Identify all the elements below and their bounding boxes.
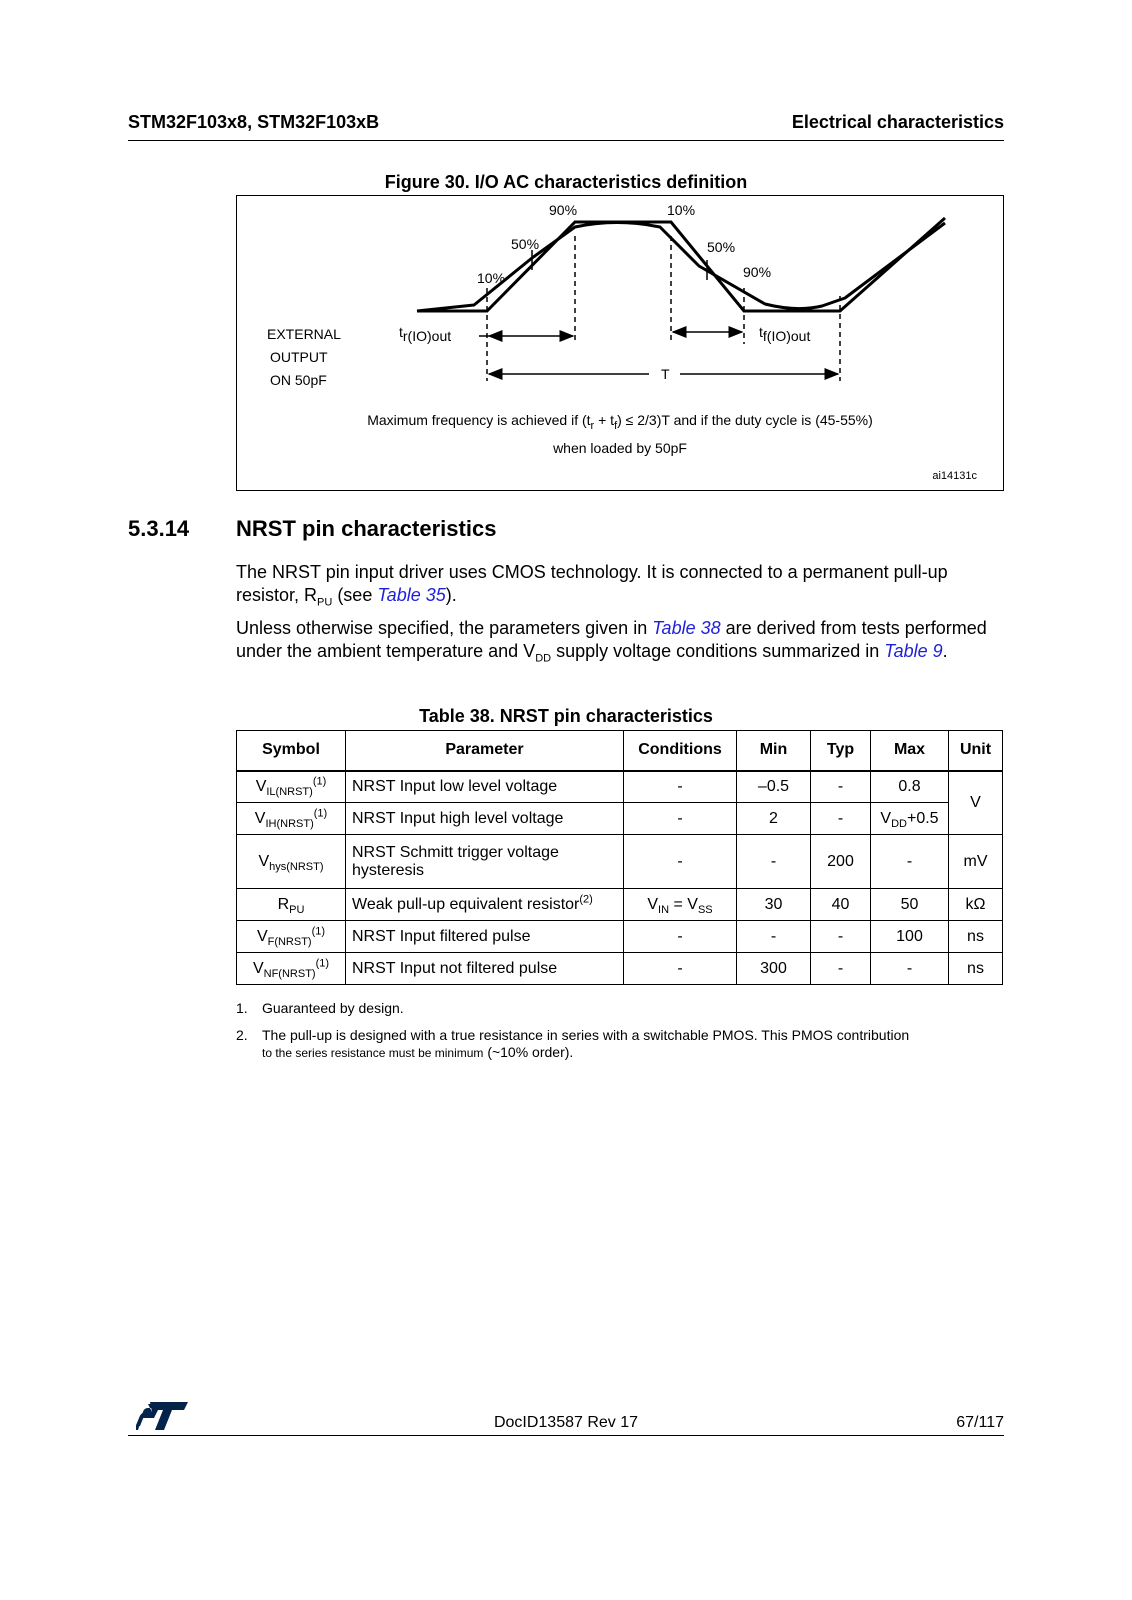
footnote-2-continued: to the series resistance must be minimum (~10% order). xyxy=(262,1044,574,1060)
cell-conditions: - xyxy=(624,803,737,835)
cell-unit: mV xyxy=(949,835,1003,889)
cell-min: - xyxy=(737,835,811,889)
cell-min: 2 xyxy=(737,803,811,835)
ideal-waveform xyxy=(417,218,945,311)
cell-symbol: $V_{IL(NRST)}^{(1)}$ xyxy=(237,771,346,803)
link-table-38[interactable]: Table 38 xyxy=(652,618,721,638)
table-row xyxy=(237,835,1003,889)
table-row xyxy=(237,921,1003,953)
col-header-max: Max xyxy=(871,731,949,771)
figure-ref-code: ai14131c xyxy=(932,470,977,482)
cell-max: $V_{DD}+0.5$ xyxy=(871,803,949,835)
label-output: OUTPUT xyxy=(270,349,328,365)
cell-max: 50 xyxy=(871,889,949,921)
label-tr-io-out: $t_{r(IO)out}$ xyxy=(399,324,452,344)
cell-unit: ns xyxy=(949,953,1003,985)
cell-typ: 200 xyxy=(811,835,871,889)
header-doc-title: STM32F103x8, STM32F103xB xyxy=(128,112,380,132)
cell-unit: ns xyxy=(949,921,1003,953)
cell-symbol: $V_{NF(NRST)}^{(1)}$ xyxy=(237,953,346,985)
nrst-characteristics-table xyxy=(236,730,1003,985)
paragraph-conditions: Unless otherwise specified, the parameters given in Table 38 are derived from tests performed under the ambient temperature and $V_{DD}$ supply voltage conditions summarized in Table 9. xyxy=(236,618,987,665)
cell-typ: - xyxy=(811,921,871,953)
cell-parameter: NRST Input low level voltage xyxy=(346,771,624,803)
figure-note-line1: Maximum frequency is achieved if $(t_r + t_f) \le 2/3)T$ and if the duty cycle is (45-55%) xyxy=(367,412,873,432)
label-10-fall: 10% xyxy=(667,202,696,218)
table-header-row xyxy=(237,731,1003,771)
paragraph-nrst-driver: The NRST pin input driver uses CMOS technology. It is connected to a permanent pull-up resistor, $R_{PU}$ (see Table 35). xyxy=(236,562,948,609)
cell-max: - xyxy=(871,953,949,985)
cell-parameter: NRST Input not filtered pulse xyxy=(346,953,624,985)
col-header-typ: Typ xyxy=(811,731,871,771)
cell-typ: - xyxy=(811,771,871,803)
header-section-title: Electrical characteristics xyxy=(791,112,1004,132)
table-row xyxy=(237,771,1003,803)
footer-doc-id: DocID13587 Rev 17 xyxy=(493,1414,639,1431)
label-tf-io-out: $t_{f(IO)out}$ xyxy=(759,324,811,344)
footer-rule xyxy=(128,1435,1004,1436)
figure-title: Figure 30. I/O AC characteristics definition xyxy=(384,172,748,192)
cell-symbol: $V_{F(NRST)}^{(1)}$ xyxy=(237,921,346,953)
cell-conditions: - xyxy=(624,921,737,953)
link-table-35[interactable]: Table 35 xyxy=(377,585,446,605)
table-title: Table 38. NRST pin characteristics xyxy=(419,706,713,726)
footnote-2: 2. The pull-up is designed with a true resistance in series with a switchable PMOS. This PMOS contribution xyxy=(236,1027,910,1043)
label-period-t: T xyxy=(661,366,670,382)
label-10-rise: 10% xyxy=(477,270,506,286)
cell-max: 0.8 xyxy=(871,771,949,803)
label-90-fall: 90% xyxy=(743,264,772,280)
cell-min: - xyxy=(737,921,811,953)
cell-max: 100 xyxy=(871,921,949,953)
io-ac-waveform-figure xyxy=(236,195,1004,491)
col-header-unit: Unit xyxy=(949,731,1003,771)
table-row xyxy=(237,889,1003,921)
cell-conditions: $V_{IN} = V_{SS}$ xyxy=(624,889,737,921)
cell-min: –0.5 xyxy=(737,771,811,803)
col-header-symbol: Symbol xyxy=(237,731,346,771)
cell-conditions: - xyxy=(624,771,737,803)
col-header-min: Min xyxy=(737,731,811,771)
cell-parameter: Weak pull-up equivalent resistor$^{(2)}$ xyxy=(346,889,624,921)
cell-parameter: NRST Input high level voltage xyxy=(346,803,624,835)
col-header-parameter: Parameter xyxy=(346,731,624,771)
section-number: 5.3.14 xyxy=(128,516,190,541)
cell-typ: - xyxy=(811,803,871,835)
cell-unit: V xyxy=(949,771,1003,835)
cell-conditions: - xyxy=(624,953,737,985)
footer-page-number: 67/117 xyxy=(956,1414,1004,1431)
cell-typ: - xyxy=(811,953,871,985)
cell-symbol: $R_{PU}$ xyxy=(237,889,346,921)
cell-parameter: NRST Schmitt trigger voltage hysteresis xyxy=(346,835,624,889)
link-table-9[interactable]: Table 9 xyxy=(884,641,943,661)
label-on-50pf: ON 50pF xyxy=(270,372,327,388)
section-title: NRST pin characteristics xyxy=(236,516,497,541)
label-90-rise: 90% xyxy=(549,202,578,218)
table-row xyxy=(237,953,1003,985)
label-external: EXTERNAL xyxy=(267,326,341,342)
label-50-fall: 50% xyxy=(707,239,736,255)
cell-conditions: - xyxy=(624,835,737,889)
cell-max: - xyxy=(871,835,949,889)
label-50-rise: 50% xyxy=(511,236,540,252)
cell-min: 300 xyxy=(737,953,811,985)
col-header-conditions: Conditions xyxy=(624,731,737,771)
cell-symbol: $V_{hys(NRST)}$ xyxy=(237,835,346,889)
cell-parameter: NRST Input filtered pulse xyxy=(346,921,624,953)
cell-unit: kΩ xyxy=(949,889,1003,921)
header-rule xyxy=(128,140,1004,141)
table-row xyxy=(237,803,1003,835)
footnote-1: 1. Guaranteed by design. xyxy=(236,1000,404,1016)
figure-note-line2: when loaded by 50pF xyxy=(553,440,687,456)
cell-symbol: $V_{IH(NRST)}^{(1)}$ xyxy=(237,803,346,835)
cell-min: 30 xyxy=(737,889,811,921)
cell-typ: 40 xyxy=(811,889,871,921)
